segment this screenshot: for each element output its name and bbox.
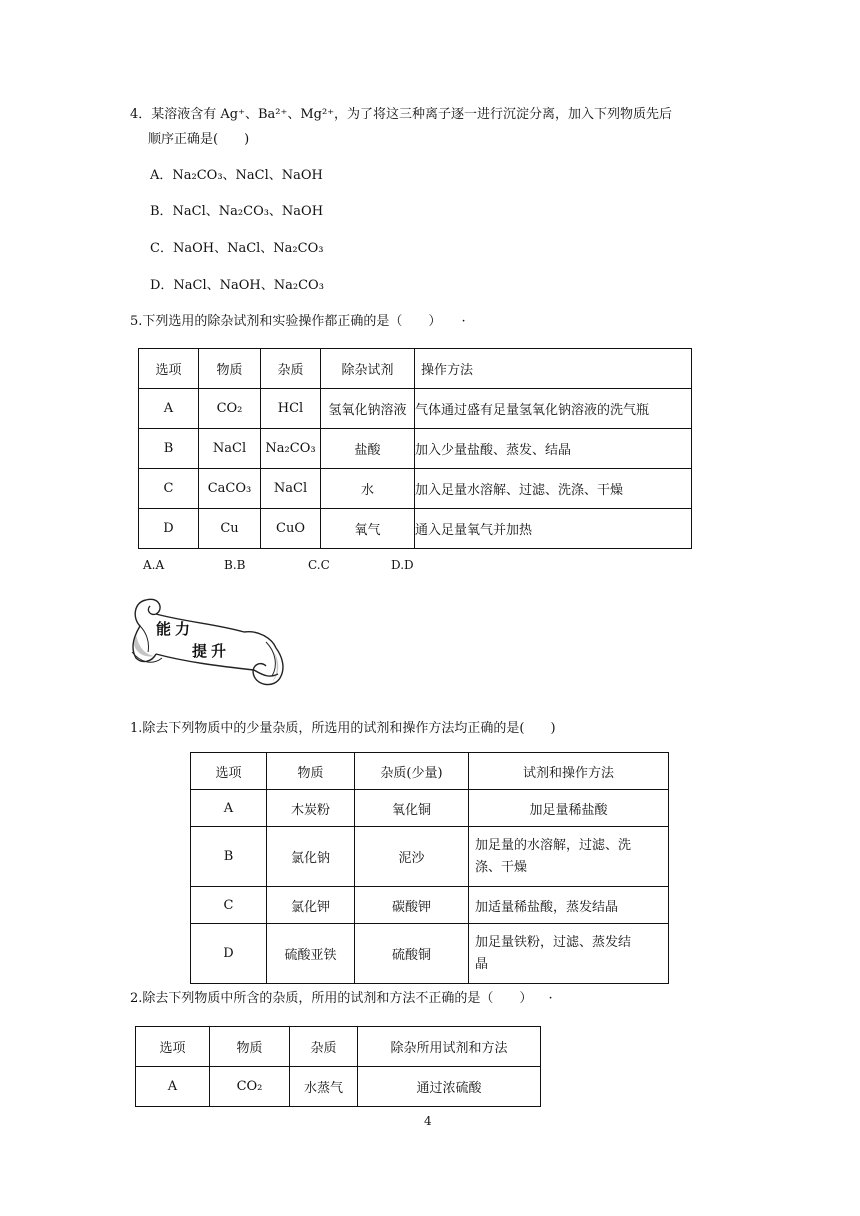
table-cell: D xyxy=(139,509,199,549)
table-cell: 气体通过盛有足量氢氧化钠溶液的洗气瓶 xyxy=(415,389,692,429)
p2-mark: · xyxy=(548,991,553,1006)
table-cell: HCl xyxy=(261,389,321,429)
p2-stem-text: 2.除去下列物质中所含的杂质，所用的试剂和方法不正确的是（ ） xyxy=(130,991,533,1006)
q5-answer-c: C.C xyxy=(308,558,330,572)
table-row xyxy=(139,509,692,549)
table-cell: CaCO₃ xyxy=(199,469,261,509)
table-cell: 泥沙 xyxy=(355,827,469,887)
table-cell: C xyxy=(191,887,267,924)
table-cell: 氯化钾 xyxy=(267,887,355,924)
table-header-cell: 选项 xyxy=(139,349,199,389)
table-cell: 加入足量水溶解、过滤、洗涤、干燥 xyxy=(415,469,692,509)
table-cell: A xyxy=(191,790,267,827)
table-header-cell: 物质 xyxy=(267,753,355,790)
table-row xyxy=(191,887,669,924)
table-header-cell: 试剂和操作方法 xyxy=(469,753,669,790)
table-row xyxy=(139,429,692,469)
table-header-row xyxy=(139,349,692,389)
table-cell: D xyxy=(191,924,267,984)
table-header-row xyxy=(191,753,669,790)
q5-mark: · xyxy=(461,314,466,329)
cell-line: 涤、干燥 xyxy=(475,859,528,875)
page-number: 4 xyxy=(424,1114,432,1128)
p2-stem xyxy=(130,990,553,1008)
table-header-cell: 除杂试剂 xyxy=(321,349,415,389)
table-cell: Na₂CO₃ xyxy=(261,429,321,469)
table-cell: 加适量稀盐酸，蒸发结晶 xyxy=(469,887,669,924)
table-cell: Cu xyxy=(199,509,261,549)
table-cell: 氧化铜 xyxy=(355,790,469,827)
cell-line: 加足量的水溶解，过滤、洗 xyxy=(475,837,632,853)
table-cell: B xyxy=(139,429,199,469)
q4-option-a: A．Na₂CO₃、NaCl、NaOH xyxy=(150,168,323,183)
table-cell: 木炭粉 xyxy=(267,790,355,827)
banner-title-line1: 能力 xyxy=(156,620,195,638)
table-cell: B xyxy=(191,827,267,887)
table-cell: 通过浓硫酸 xyxy=(358,1067,541,1107)
table-cell xyxy=(469,827,669,887)
table-cell: 碳酸钾 xyxy=(355,887,469,924)
table-cell: 硫酸亚铁 xyxy=(267,924,355,984)
q5-stem xyxy=(130,313,466,331)
q4-option-d: D．NaCl、NaOH、Na₂CO₃ xyxy=(150,278,324,293)
table-cell: 加入少量盐酸、蒸发、结晶 xyxy=(415,429,692,469)
p2-table xyxy=(135,1026,541,1107)
table-header-cell: 选项 xyxy=(191,753,267,790)
q5-answer-b: B.B xyxy=(224,558,246,572)
table-cell: CuO xyxy=(261,509,321,549)
table-header-cell: 除杂所用试剂和方法 xyxy=(358,1027,541,1067)
table-cell: CO₂ xyxy=(210,1067,290,1107)
table-cell: CO₂ xyxy=(199,389,261,429)
q5-answer-d: D.D xyxy=(391,558,414,572)
table-cell: 水蒸气 xyxy=(290,1067,358,1107)
table-cell: 氧气 xyxy=(321,509,415,549)
table-cell: 硫酸铜 xyxy=(355,924,469,984)
table-row xyxy=(191,924,669,984)
table-cell: 通入足量氧气并加热 xyxy=(415,509,692,549)
table-header-cell: 杂质(少量) xyxy=(355,753,469,790)
table-row xyxy=(191,790,669,827)
p1-stem: 1.除去下列物质中的少量杂质，所选用的试剂和操作方法均正确的是( ) xyxy=(130,721,556,736)
table-row xyxy=(136,1067,541,1107)
q4-stem-line1: 4．某溶液含有 Ag⁺、Ba²⁺、Mg²⁺，为了将这三种离子逐一进行沉淀分离，加入下列物质先后 xyxy=(130,107,673,122)
table-cell: A xyxy=(139,389,199,429)
table-header-cell: 操作方法 xyxy=(415,349,692,389)
table-cell: 加足量稀盐酸 xyxy=(469,790,669,827)
q5-answer-a: A.A xyxy=(143,558,165,572)
table-row xyxy=(191,827,669,887)
table-row xyxy=(139,389,692,429)
q5-table xyxy=(138,348,692,549)
table-cell: 水 xyxy=(321,469,415,509)
table-header-cell: 选项 xyxy=(136,1027,210,1067)
table-cell: 氯化钠 xyxy=(267,827,355,887)
p1-table xyxy=(190,752,669,984)
cell-line: 加足量铁粉，过滤、蒸发结 xyxy=(475,934,632,950)
table-header-row xyxy=(136,1027,541,1067)
banner-title-line2: 提升 xyxy=(192,642,231,660)
q5-stem-text: 5.下列选用的除杂试剂和实验操作都正确的是（ ） xyxy=(130,314,442,329)
table-cell: NaCl xyxy=(199,429,261,469)
q4-stem-line2: 顺序正确是( ) xyxy=(148,132,250,147)
q4-option-c: C．NaOH、NaCl、Na₂CO₃ xyxy=(150,241,324,256)
table-cell: 盐酸 xyxy=(321,429,415,469)
table-header-cell: 物质 xyxy=(199,349,261,389)
table-cell xyxy=(469,924,669,984)
q4-option-b: B．NaCl、Na₂CO₃、NaOH xyxy=(150,204,324,219)
table-header-cell: 杂质 xyxy=(290,1027,358,1067)
table-cell: NaCl xyxy=(261,469,321,509)
scroll-banner xyxy=(126,592,292,692)
table-row xyxy=(139,469,692,509)
table-cell: 氢氧化钠溶液 xyxy=(321,389,415,429)
table-header-cell: 物质 xyxy=(210,1027,290,1067)
table-header-cell: 杂质 xyxy=(261,349,321,389)
table-cell: A xyxy=(136,1067,210,1107)
cell-line: 晶 xyxy=(475,956,489,972)
table-cell: C xyxy=(139,469,199,509)
